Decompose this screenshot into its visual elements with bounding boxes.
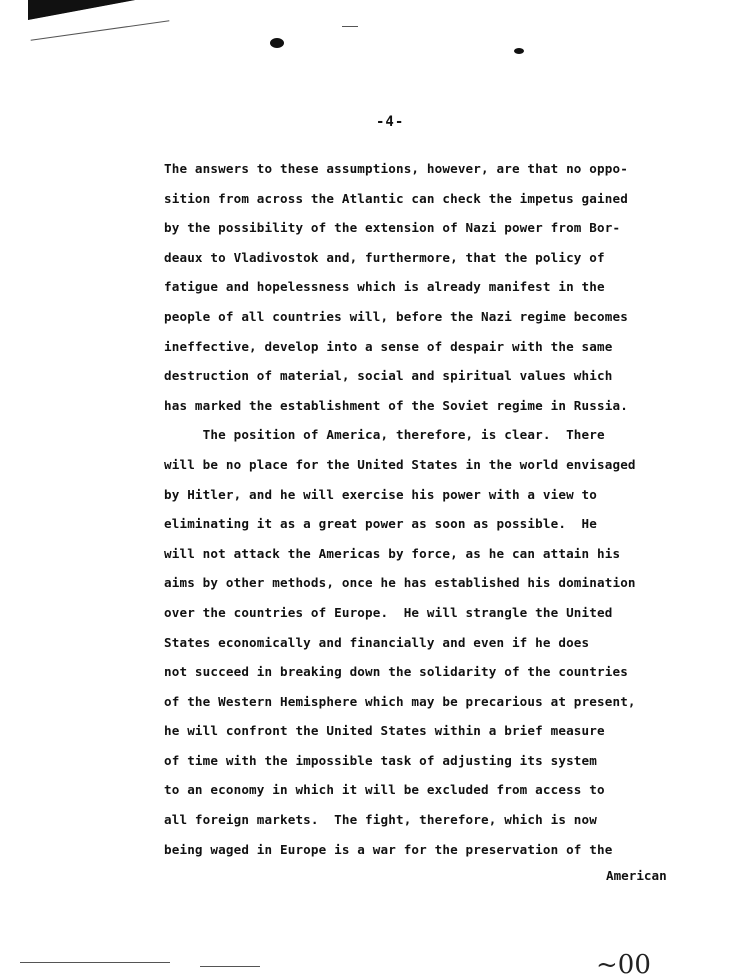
text-line: of the Western Hemisphere which may be precarious at present,	[164, 693, 636, 709]
text-line: will be no place for the United States in the world envisaged	[164, 456, 636, 472]
text-line: all foreign markets. The fight, therefore, which is now	[164, 812, 597, 828]
scan-artifact	[28, 0, 146, 22]
text-line: eliminating it as a great power as soon as possible. He	[164, 516, 597, 532]
text-line: by Hitler, and he will exercise his power with a view to	[164, 486, 597, 502]
text-line: being waged in Europe is a war for the preservation of the	[164, 841, 613, 857]
scan-line	[342, 26, 358, 27]
text-line: to an economy in which it will be excluded from access to	[164, 782, 605, 798]
punch-hole	[514, 48, 524, 54]
scan-line	[20, 962, 170, 963]
page-number: -4-	[376, 114, 405, 130]
text-line: The answers to these assumptions, however, are that no oppo-	[164, 161, 628, 176]
text-line: people of all countries will, before the Nazi regime becomes	[164, 308, 628, 324]
text-line: has marked the establishment of the Soviet regime in Russia.	[164, 397, 628, 413]
text-line: The position of America, therefore, is clear. There	[164, 427, 605, 443]
text-line: deaux to Vladivostok and, furthermore, that the policy of	[164, 249, 605, 265]
text-line: will not attack the Americas by force, as he can attain his	[164, 545, 621, 561]
text-line: over the countries of Europe. He will strangle the United	[164, 604, 613, 620]
text-line: he will confront the United States within a brief measure	[164, 723, 605, 739]
text-line: not succeed in breaking down the solidarity of the countries	[164, 664, 628, 680]
text-line: sition from across the Atlantic can check the impetus gained	[164, 190, 628, 206]
text-line: fatigue and hopelessness which is already manifest in the	[164, 279, 605, 295]
continuation-word: American	[606, 868, 667, 883]
text-line: by the possibility of the extension of Nazi power from Bor-	[164, 220, 621, 236]
scan-line	[31, 20, 170, 40]
punch-hole	[270, 38, 284, 48]
text-line: destruction of material, social and spiritual values which	[164, 368, 613, 384]
scan-line	[200, 966, 260, 967]
body-text	[164, 154, 724, 864]
text-line: ineffective, develop into a sense of despair with the same	[164, 338, 613, 354]
text-line: States economically and financially and even if he does	[164, 634, 590, 650]
handwritten-mark: ~00	[596, 950, 651, 980]
text-line: of time with the impossible task of adjusting its system	[164, 752, 597, 768]
text-line: aims by other methods, once he has established his domination	[164, 575, 636, 591]
